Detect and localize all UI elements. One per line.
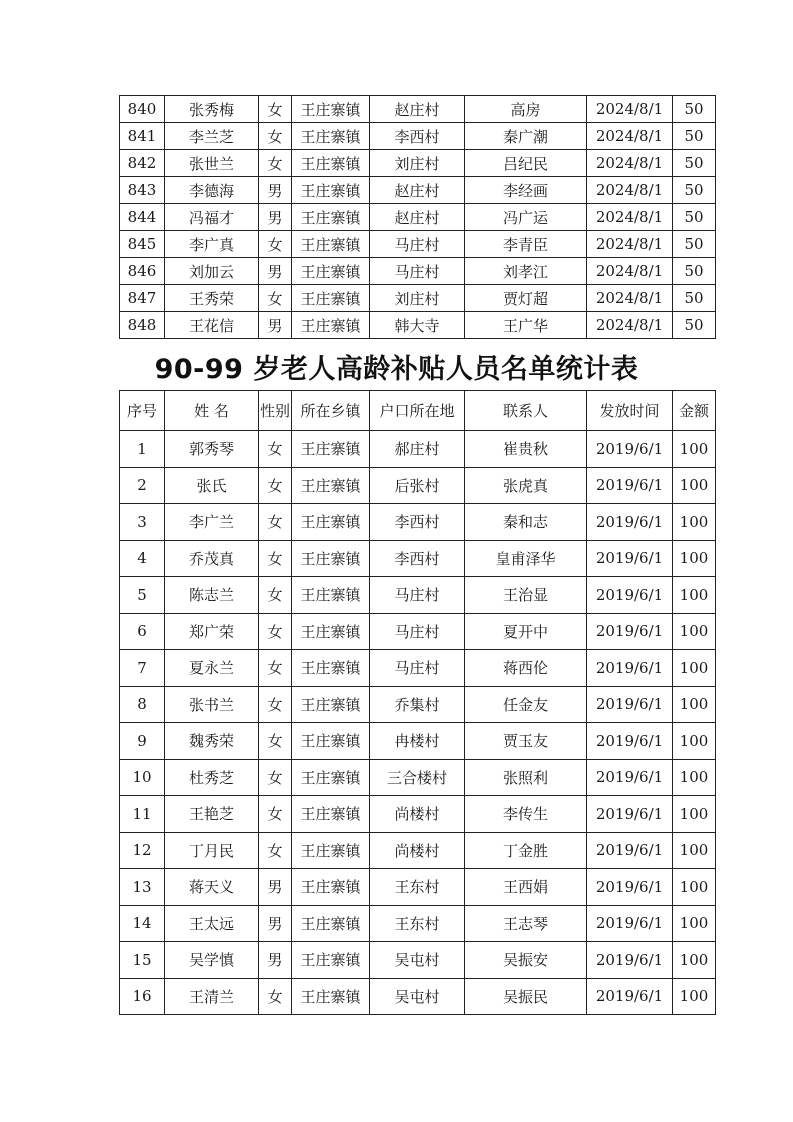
cell-township: 王庄寨镇 xyxy=(292,577,370,614)
cell-residence: 三合楼村 xyxy=(370,759,465,796)
table-row xyxy=(120,796,716,833)
cell-contact: 夏开中 xyxy=(465,613,587,650)
cell-name: 李广兰 xyxy=(165,504,259,541)
cell-residence: 后张村 xyxy=(370,467,465,504)
cell-gender: 男 xyxy=(259,258,292,285)
cell-name: 李德海 xyxy=(165,177,259,204)
cell-amount: 100 xyxy=(673,613,716,650)
cell-amount: 100 xyxy=(673,796,716,833)
cell-date: 2019/6/1 xyxy=(587,723,673,760)
cell-contact: 高房 xyxy=(465,96,587,123)
header-cell-contact: 联系人 xyxy=(465,391,587,431)
cell-index: 1 xyxy=(120,431,165,468)
cell-township: 王庄寨镇 xyxy=(292,759,370,796)
cell-amount: 50 xyxy=(673,177,716,204)
cell-gender: 女 xyxy=(259,431,292,468)
cell-township: 王庄寨镇 xyxy=(292,150,370,177)
cell-gender: 男 xyxy=(259,942,292,979)
cell-name: 郭秀琴 xyxy=(165,431,259,468)
cell-gender: 女 xyxy=(259,150,292,177)
cell-name: 张书兰 xyxy=(165,686,259,723)
cell-township: 王庄寨镇 xyxy=(292,258,370,285)
cell-residence: 李西村 xyxy=(370,123,465,150)
cell-amount: 100 xyxy=(673,431,716,468)
cell-gender: 女 xyxy=(259,686,292,723)
cell-name: 王艳芝 xyxy=(165,796,259,833)
header-cell-index: 序号 xyxy=(120,391,165,431)
cell-township: 王庄寨镇 xyxy=(292,431,370,468)
table-row xyxy=(120,504,716,541)
cell-name: 冯福才 xyxy=(165,204,259,231)
cell-index: 16 xyxy=(120,978,165,1015)
cell-gender: 女 xyxy=(259,467,292,504)
cell-township: 王庄寨镇 xyxy=(292,796,370,833)
cell-residence: 郝庄村 xyxy=(370,431,465,468)
cell-amount: 50 xyxy=(673,285,716,312)
cell-township: 王庄寨镇 xyxy=(292,686,370,723)
cell-gender: 女 xyxy=(259,613,292,650)
cell-township: 王庄寨镇 xyxy=(292,905,370,942)
cell-name: 李广真 xyxy=(165,231,259,258)
cell-residence: 马庄村 xyxy=(370,650,465,687)
cell-amount: 100 xyxy=(673,686,716,723)
cell-gender: 女 xyxy=(259,231,292,258)
cell-name: 陈志兰 xyxy=(165,577,259,614)
cell-name: 张世兰 xyxy=(165,150,259,177)
cell-amount: 50 xyxy=(673,96,716,123)
cell-index: 3 xyxy=(120,504,165,541)
cell-date: 2019/6/1 xyxy=(587,540,673,577)
cell-date: 2024/8/1 xyxy=(587,204,673,231)
cell-residence: 李西村 xyxy=(370,504,465,541)
cell-amount: 100 xyxy=(673,650,716,687)
cell-contact: 蒋西伦 xyxy=(465,650,587,687)
cell-name: 王清兰 xyxy=(165,978,259,1015)
cell-amount: 100 xyxy=(673,723,716,760)
cell-date: 2024/8/1 xyxy=(587,312,673,339)
cell-date: 2024/8/1 xyxy=(587,231,673,258)
header-cell-residence: 户口所在地 xyxy=(370,391,465,431)
previous-page-table-body xyxy=(120,96,716,339)
cell-amount: 100 xyxy=(673,504,716,541)
cell-index: 5 xyxy=(120,577,165,614)
cell-gender: 女 xyxy=(259,723,292,760)
cell-index: 2 xyxy=(120,467,165,504)
cell-name: 张氏 xyxy=(165,467,259,504)
cell-amount: 50 xyxy=(673,123,716,150)
cell-township: 王庄寨镇 xyxy=(292,231,370,258)
cell-residence: 冉楼村 xyxy=(370,723,465,760)
cell-residence: 吴屯村 xyxy=(370,978,465,1015)
cell-name: 丁月民 xyxy=(165,832,259,869)
cell-residence: 赵庄村 xyxy=(370,96,465,123)
cell-residence: 尚楼村 xyxy=(370,832,465,869)
cell-residence: 韩大寺 xyxy=(370,312,465,339)
cell-date: 2019/6/1 xyxy=(587,832,673,869)
header-row xyxy=(120,391,716,431)
cell-index: 842 xyxy=(120,150,165,177)
cell-index: 6 xyxy=(120,613,165,650)
cell-township: 王庄寨镇 xyxy=(292,204,370,231)
cell-index: 15 xyxy=(120,942,165,979)
cell-contact: 王西娟 xyxy=(465,869,587,906)
cell-index: 847 xyxy=(120,285,165,312)
cell-name: 夏永兰 xyxy=(165,650,259,687)
table-row xyxy=(120,577,716,614)
cell-index: 11 xyxy=(120,796,165,833)
table-row xyxy=(120,96,716,123)
cell-amount: 100 xyxy=(673,577,716,614)
cell-gender: 男 xyxy=(259,905,292,942)
subsidy-list-table-body xyxy=(120,431,716,1015)
cell-index: 13 xyxy=(120,869,165,906)
cell-residence: 马庄村 xyxy=(370,577,465,614)
header-cell-amount: 金额 xyxy=(673,391,716,431)
cell-residence: 吴屯村 xyxy=(370,942,465,979)
cell-name: 王秀荣 xyxy=(165,285,259,312)
cell-township: 王庄寨镇 xyxy=(292,723,370,760)
cell-name: 王太远 xyxy=(165,905,259,942)
cell-gender: 女 xyxy=(259,96,292,123)
cell-contact: 李青臣 xyxy=(465,231,587,258)
cell-gender: 女 xyxy=(259,796,292,833)
cell-township: 王庄寨镇 xyxy=(292,96,370,123)
cell-date: 2019/6/1 xyxy=(587,942,673,979)
cell-name: 王花信 xyxy=(165,312,259,339)
cell-amount: 100 xyxy=(673,978,716,1015)
cell-contact: 贾玉友 xyxy=(465,723,587,760)
table-row xyxy=(120,723,716,760)
cell-amount: 50 xyxy=(673,231,716,258)
cell-contact: 秦和志 xyxy=(465,504,587,541)
cell-index: 7 xyxy=(120,650,165,687)
cell-gender: 男 xyxy=(259,204,292,231)
cell-name: 杜秀芝 xyxy=(165,759,259,796)
cell-gender: 女 xyxy=(259,540,292,577)
cell-gender: 女 xyxy=(259,978,292,1015)
table-row xyxy=(120,832,716,869)
cell-contact: 李传生 xyxy=(465,796,587,833)
cell-residence: 李西村 xyxy=(370,540,465,577)
cell-index: 9 xyxy=(120,723,165,760)
table-row xyxy=(120,613,716,650)
cell-residence: 王东村 xyxy=(370,905,465,942)
cell-name: 吴学慎 xyxy=(165,942,259,979)
cell-date: 2024/8/1 xyxy=(587,285,673,312)
cell-contact: 崔贵秋 xyxy=(465,431,587,468)
cell-contact: 任金友 xyxy=(465,686,587,723)
cell-date: 2019/6/1 xyxy=(587,759,673,796)
cell-date: 2019/6/1 xyxy=(587,869,673,906)
cell-gender: 男 xyxy=(259,312,292,339)
cell-residence: 刘庄村 xyxy=(370,150,465,177)
cell-residence: 赵庄村 xyxy=(370,204,465,231)
table-row xyxy=(120,431,716,468)
cell-gender: 男 xyxy=(259,869,292,906)
table-row xyxy=(120,978,716,1015)
cell-index: 844 xyxy=(120,204,165,231)
table-row xyxy=(120,540,716,577)
cell-name: 李兰芝 xyxy=(165,123,259,150)
cell-date: 2019/6/1 xyxy=(587,431,673,468)
cell-amount: 100 xyxy=(673,540,716,577)
cell-amount: 50 xyxy=(673,258,716,285)
cell-index: 10 xyxy=(120,759,165,796)
cell-residence: 尚楼村 xyxy=(370,796,465,833)
table-row xyxy=(120,204,716,231)
header-cell-name: 姓 名 xyxy=(165,391,259,431)
table-row xyxy=(120,231,716,258)
cell-amount: 50 xyxy=(673,204,716,231)
cell-residence: 马庄村 xyxy=(370,231,465,258)
cell-township: 王庄寨镇 xyxy=(292,613,370,650)
cell-index: 848 xyxy=(120,312,165,339)
cell-contact: 王治显 xyxy=(465,577,587,614)
cell-date: 2019/6/1 xyxy=(587,978,673,1015)
cell-date: 2019/6/1 xyxy=(587,650,673,687)
cell-date: 2019/6/1 xyxy=(587,613,673,650)
cell-contact: 皇甫泽华 xyxy=(465,540,587,577)
cell-name: 张秀梅 xyxy=(165,96,259,123)
cell-date: 2019/6/1 xyxy=(587,796,673,833)
cell-gender: 女 xyxy=(259,832,292,869)
cell-date: 2024/8/1 xyxy=(587,96,673,123)
cell-index: 4 xyxy=(120,540,165,577)
cell-date: 2019/6/1 xyxy=(587,686,673,723)
cell-date: 2019/6/1 xyxy=(587,504,673,541)
cell-name: 蒋天义 xyxy=(165,869,259,906)
cell-gender: 女 xyxy=(259,504,292,541)
cell-residence: 马庄村 xyxy=(370,258,465,285)
table-row xyxy=(120,150,716,177)
table-row xyxy=(120,285,716,312)
cell-amount: 100 xyxy=(673,759,716,796)
table-row xyxy=(120,650,716,687)
cell-index: 846 xyxy=(120,258,165,285)
table-row xyxy=(120,258,716,285)
cell-residence: 王东村 xyxy=(370,869,465,906)
cell-date: 2024/8/1 xyxy=(587,177,673,204)
table-row xyxy=(120,123,716,150)
header-cell-date: 发放时间 xyxy=(587,391,673,431)
cell-contact: 丁金胜 xyxy=(465,832,587,869)
cell-contact: 吴振安 xyxy=(465,942,587,979)
document-title: 90-99 岁老人高龄补贴人员名单统计表 xyxy=(154,354,639,385)
table-row xyxy=(120,467,716,504)
cell-name: 刘加云 xyxy=(165,258,259,285)
cell-name: 魏秀荣 xyxy=(165,723,259,760)
cell-index: 840 xyxy=(120,96,165,123)
cell-gender: 女 xyxy=(259,577,292,614)
cell-index: 841 xyxy=(120,123,165,150)
table-row xyxy=(120,759,716,796)
table-row xyxy=(120,905,716,942)
cell-township: 王庄寨镇 xyxy=(292,312,370,339)
cell-contact: 吴振民 xyxy=(465,978,587,1015)
cell-index: 845 xyxy=(120,231,165,258)
cell-name: 郑广荣 xyxy=(165,613,259,650)
table-header xyxy=(120,391,716,431)
cell-township: 王庄寨镇 xyxy=(292,978,370,1015)
cell-township: 王庄寨镇 xyxy=(292,504,370,541)
cell-contact: 贾灯超 xyxy=(465,285,587,312)
cell-index: 8 xyxy=(120,686,165,723)
cell-amount: 100 xyxy=(673,942,716,979)
cell-date: 2019/6/1 xyxy=(587,467,673,504)
subsidy-list-table xyxy=(119,390,716,1015)
cell-township: 王庄寨镇 xyxy=(292,650,370,687)
previous-page-table xyxy=(119,95,716,339)
cell-date: 2024/8/1 xyxy=(587,150,673,177)
cell-township: 王庄寨镇 xyxy=(292,285,370,312)
cell-index: 843 xyxy=(120,177,165,204)
table-row xyxy=(120,686,716,723)
cell-date: 2024/8/1 xyxy=(587,258,673,285)
cell-name: 乔茂真 xyxy=(165,540,259,577)
cell-township: 王庄寨镇 xyxy=(292,942,370,979)
table-row xyxy=(120,177,716,204)
header-cell-gender: 性别 xyxy=(259,391,292,431)
cell-township: 王庄寨镇 xyxy=(292,123,370,150)
cell-township: 王庄寨镇 xyxy=(292,540,370,577)
cell-residence: 赵庄村 xyxy=(370,177,465,204)
cell-date: 2019/6/1 xyxy=(587,905,673,942)
cell-gender: 女 xyxy=(259,650,292,687)
cell-amount: 100 xyxy=(673,832,716,869)
cell-gender: 女 xyxy=(259,759,292,796)
cell-contact: 刘孝江 xyxy=(465,258,587,285)
cell-residence: 刘庄村 xyxy=(370,285,465,312)
cell-contact: 冯广运 xyxy=(465,204,587,231)
header-cell-township: 所在乡镇 xyxy=(292,391,370,431)
cell-gender: 女 xyxy=(259,123,292,150)
cell-date: 2024/8/1 xyxy=(587,123,673,150)
cell-township: 王庄寨镇 xyxy=(292,177,370,204)
table-row xyxy=(120,942,716,979)
cell-index: 12 xyxy=(120,832,165,869)
cell-contact: 秦广潮 xyxy=(465,123,587,150)
cell-contact: 张照利 xyxy=(465,759,587,796)
cell-amount: 50 xyxy=(673,312,716,339)
cell-date: 2019/6/1 xyxy=(587,577,673,614)
table-row xyxy=(120,869,716,906)
cell-amount: 100 xyxy=(673,905,716,942)
table-row xyxy=(120,312,716,339)
cell-contact: 吕纪民 xyxy=(465,150,587,177)
cell-residence: 乔集村 xyxy=(370,686,465,723)
cell-index: 14 xyxy=(120,905,165,942)
cell-amount: 100 xyxy=(673,467,716,504)
cell-township: 王庄寨镇 xyxy=(292,832,370,869)
cell-amount: 50 xyxy=(673,150,716,177)
cell-gender: 男 xyxy=(259,177,292,204)
cell-township: 王庄寨镇 xyxy=(292,869,370,906)
cell-residence: 马庄村 xyxy=(370,613,465,650)
cell-contact: 张虎真 xyxy=(465,467,587,504)
cell-township: 王庄寨镇 xyxy=(292,467,370,504)
cell-contact: 王广华 xyxy=(465,312,587,339)
cell-contact: 王志琴 xyxy=(465,905,587,942)
cell-amount: 100 xyxy=(673,869,716,906)
cell-contact: 李经画 xyxy=(465,177,587,204)
cell-gender: 女 xyxy=(259,285,292,312)
